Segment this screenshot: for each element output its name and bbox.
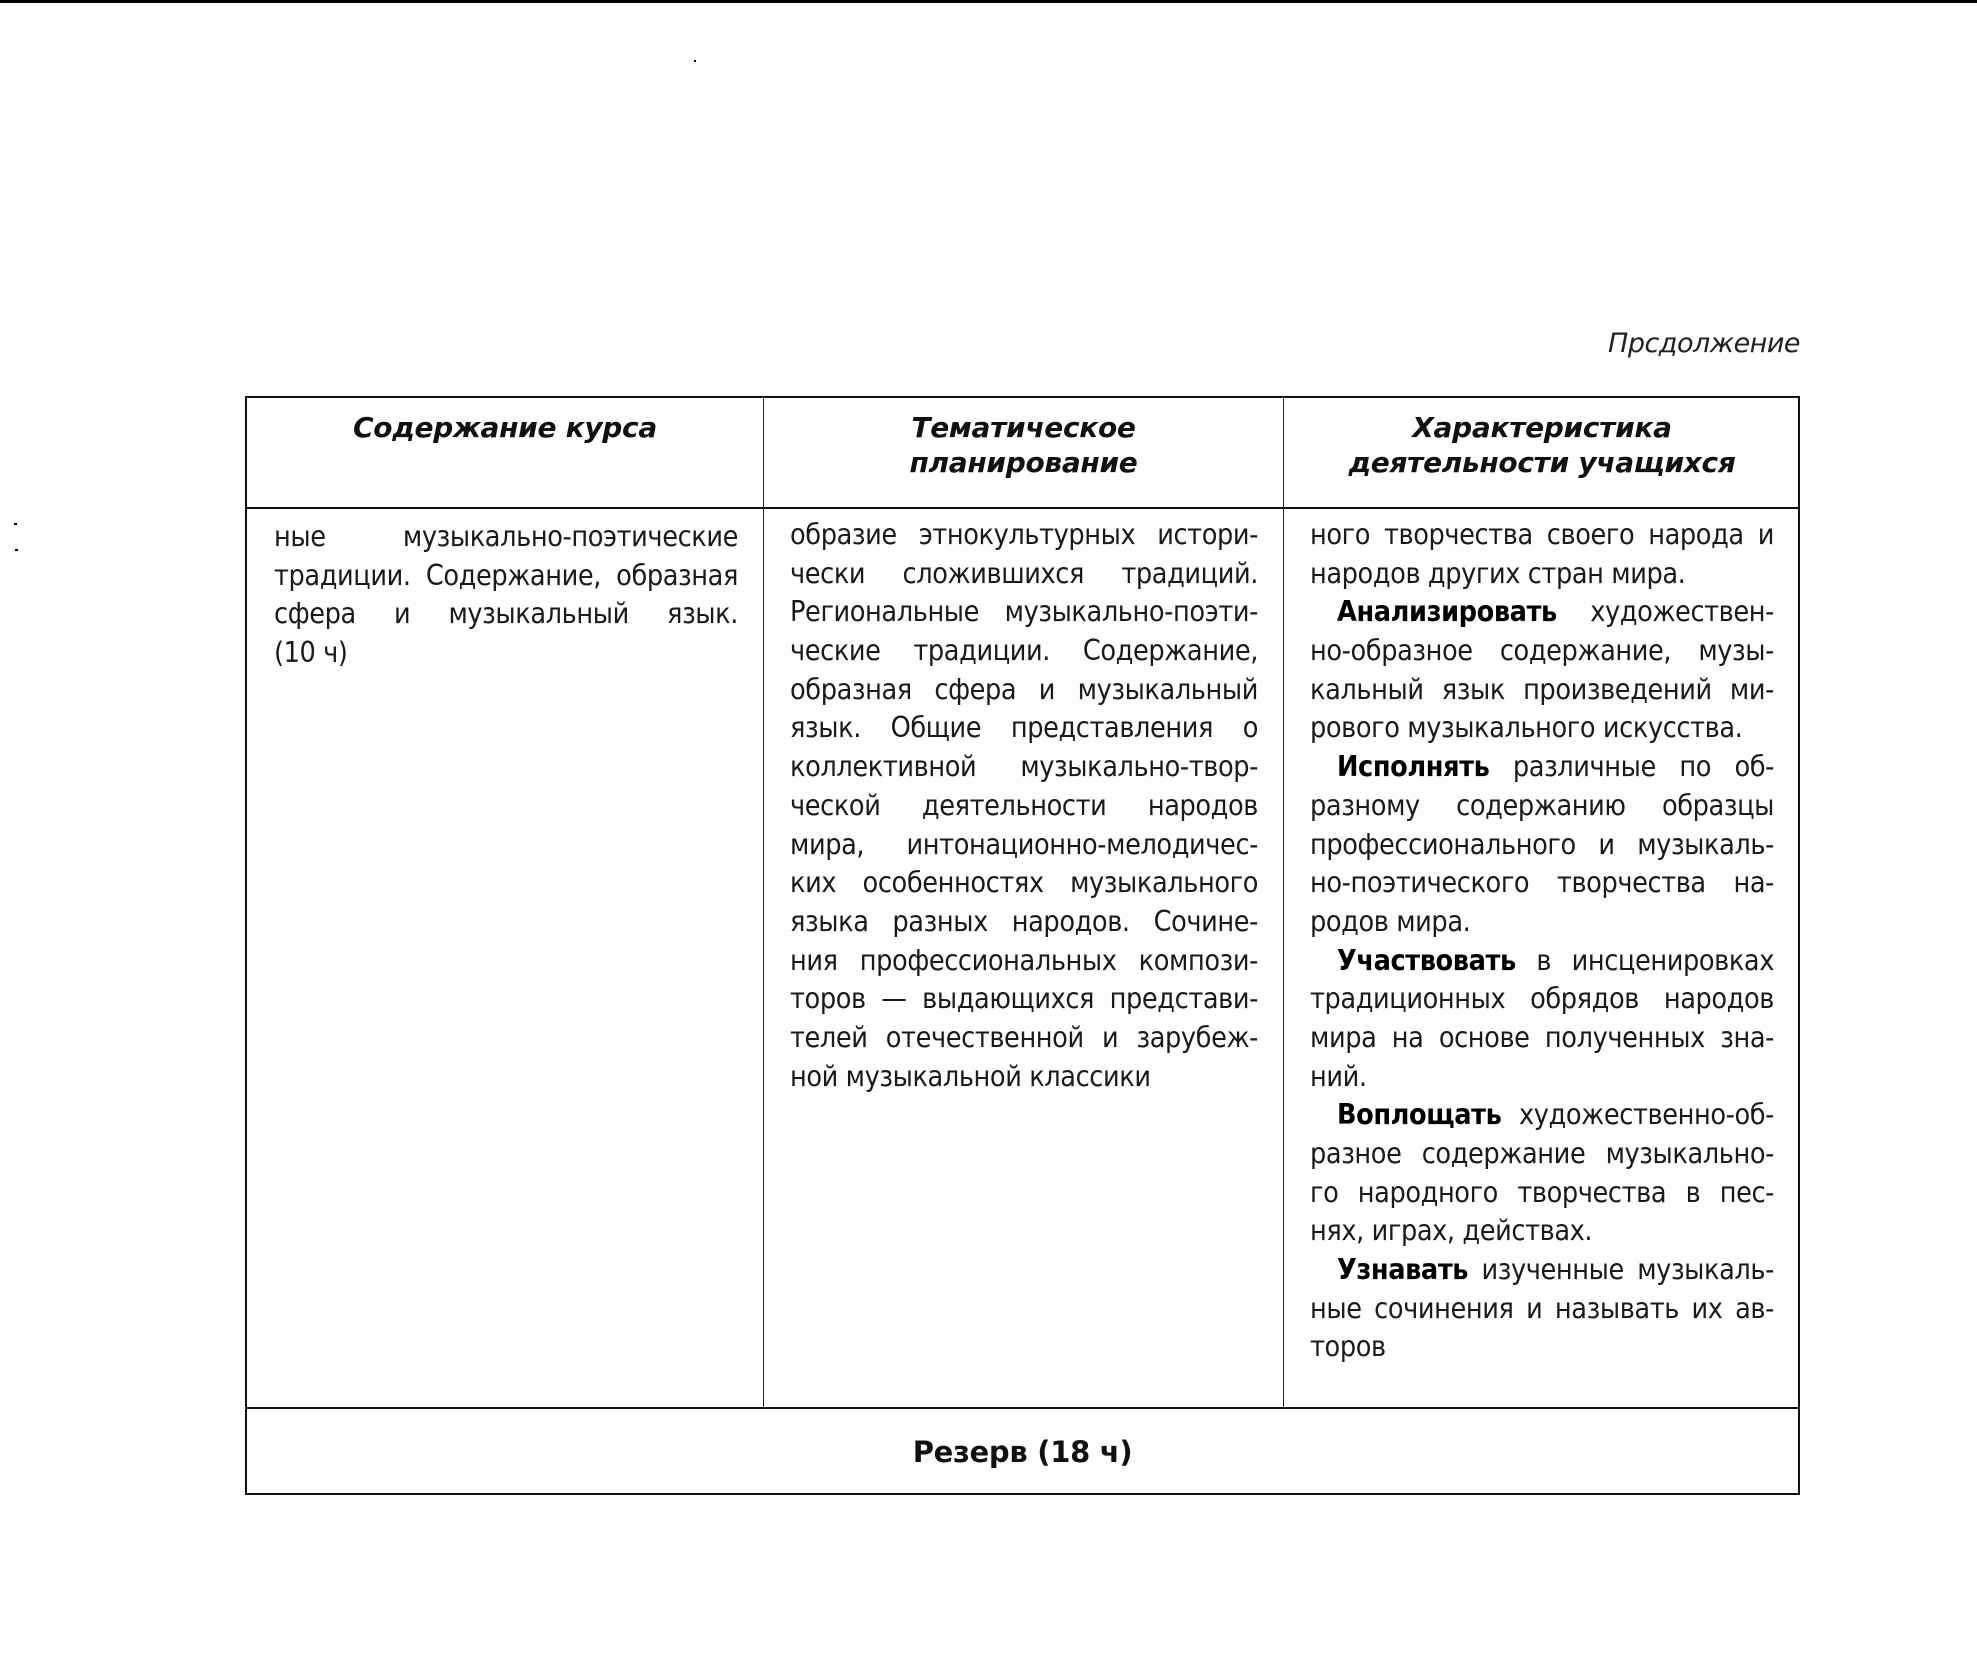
scan-speck xyxy=(694,60,696,62)
text-line: разное содержание музыкально- xyxy=(1310,1137,1774,1170)
header-course-content xyxy=(247,398,763,508)
column-divider xyxy=(1283,398,1284,1408)
text-line: ные сочинения и называть их ав- xyxy=(1310,1291,1774,1325)
header-text: Содержание курса xyxy=(353,411,657,444)
activity-verb: Анализировать xyxy=(1337,595,1557,629)
text-line: разному содержанию образцы xyxy=(1310,788,1774,822)
text-line: сфера и музыкальный язык. xyxy=(274,597,738,631)
text-line: нях, играх, действах. xyxy=(1310,1214,1593,1248)
text-line: языка разных народов. Сочине- xyxy=(790,904,1258,938)
text-line: мира, интонационно-мелодичес- xyxy=(790,827,1258,861)
text-line: профессионального и музыкаль- xyxy=(1310,827,1774,861)
header-text: Характеристика xyxy=(1412,411,1672,444)
text-line: ния профессиональных компози- xyxy=(790,943,1258,977)
activity-verb: Узнавать xyxy=(1337,1253,1469,1287)
text-line: родов мира. xyxy=(1310,904,1471,938)
activity-verb: Участвовать xyxy=(1337,943,1516,977)
text-line: мира на основе полученных зна- xyxy=(1310,1020,1774,1054)
text-line: ной музыкальной классики xyxy=(790,1059,1151,1093)
text-line: ного творчества своего народа и xyxy=(1310,518,1774,551)
continuation-label: Прсдолжение xyxy=(1608,328,1800,359)
text-line: ческие традиции. Содержание, xyxy=(790,634,1258,668)
text-line: но-образное содержание, музы- xyxy=(1310,634,1774,668)
activity-item-participate: Участвовать в инсценировках xyxy=(1337,943,1774,977)
text-line: но-поэтического творчества на- xyxy=(1310,866,1774,900)
cell-course-content xyxy=(274,518,738,673)
header-text: деятельности учащихся xyxy=(1348,446,1736,479)
column-divider xyxy=(763,398,764,1408)
text-line: ческой деятельности народов xyxy=(790,788,1258,822)
activity-item-embody: Воплощать художественно-об- xyxy=(1337,1098,1774,1132)
text-line: ные музыкально-поэтические xyxy=(274,520,738,553)
text-line: образная сфера и музыкальный xyxy=(790,672,1258,706)
cell-student-activity xyxy=(1310,516,1774,1367)
activity-item-perform: Исполнять различные по об- xyxy=(1337,750,1774,784)
header-text: Тематическое xyxy=(911,411,1136,444)
activity-item-recognize: Узнавать изученные музыкаль- xyxy=(1337,1253,1774,1287)
scan-top-edge xyxy=(0,0,1977,3)
header-thematic-planning xyxy=(764,398,1283,508)
text-line: чески сложившихся традиций. xyxy=(790,556,1258,590)
activity-verb: Воплощать xyxy=(1337,1098,1502,1132)
text-line: телей отечественной и зарубеж- xyxy=(790,1020,1258,1054)
text-line: кальный язык произведений ми- xyxy=(1310,672,1774,706)
header-student-activity xyxy=(1284,398,1800,508)
text-line: традиционных обрядов народов xyxy=(1310,982,1774,1016)
text-line: го народного творчества в пес- xyxy=(1310,1175,1774,1209)
text-line: язык. Общие представления о xyxy=(790,711,1258,745)
reserve-label: Резерв (18 ч) xyxy=(912,1435,1133,1469)
text-line: ких особенностях музыкального xyxy=(790,866,1258,900)
text-line: торов — выдающихся представи- xyxy=(790,982,1258,1016)
text-line: Региональные музыкально-поэти- xyxy=(790,595,1258,629)
text-line: ний. xyxy=(1310,1059,1367,1093)
text-line: торов xyxy=(1310,1330,1386,1364)
scan-speck xyxy=(15,549,18,551)
cell-thematic-planning xyxy=(790,516,1258,1096)
scan-speck xyxy=(14,523,17,525)
activity-item-analyze: Анализировать художествен- xyxy=(1337,595,1774,629)
text-line: образие этнокультурных истори- xyxy=(790,518,1258,551)
text-line: (10 ч) xyxy=(274,636,348,670)
reserve-row xyxy=(247,1409,1798,1495)
text-line: коллективной музыкально-твор- xyxy=(790,750,1258,784)
text-line: рового музыкального искусства. xyxy=(1310,711,1743,745)
header-text: планирование xyxy=(909,446,1138,479)
text-line: народов других стран мира. xyxy=(1310,556,1686,590)
curriculum-table xyxy=(245,396,1800,1495)
text-line: традиции. Содержание, образная xyxy=(274,558,738,592)
activity-verb: Исполнять xyxy=(1337,750,1490,784)
